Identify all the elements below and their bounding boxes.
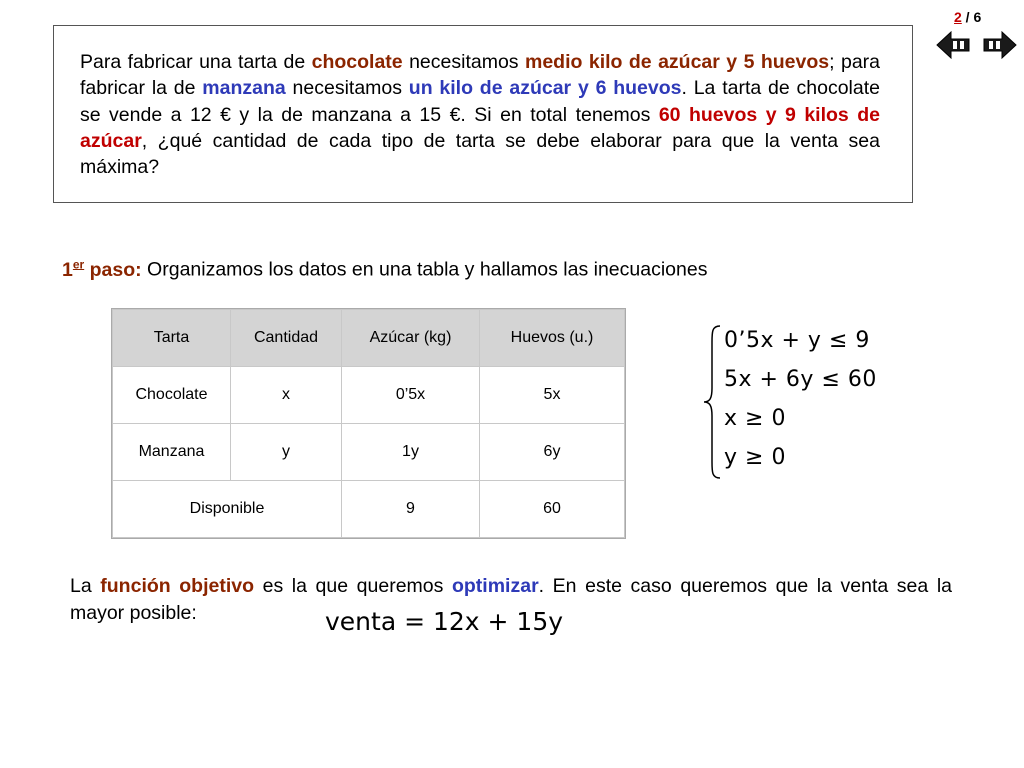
inequality-x: x ≥ 0 <box>724 406 786 431</box>
inequality-y: y ≥ 0 <box>724 445 786 470</box>
step-heading <box>62 257 707 282</box>
table-footer-row <box>113 481 625 538</box>
objective-text-3: . En este caso queremos que la venta sea la mayor posible: <box>70 575 953 624</box>
table-cell: x <box>231 367 342 424</box>
step-number <box>62 259 142 281</box>
problem-text-4: necesitamos <box>285 77 409 100</box>
problem-text-1: Para fabricar una tarta de <box>80 51 312 73</box>
footer-sugar: 9 <box>342 481 480 538</box>
header-azucar: Azúcar (kg) <box>342 310 480 367</box>
step-num: 1 <box>62 258 73 281</box>
table-cell: 6y <box>480 424 625 481</box>
step-ordinal: er <box>72 257 85 271</box>
table-cell: y <box>231 424 342 481</box>
chocolate-requirements: medio kilo de azúcar y 5 huevos <box>525 51 830 73</box>
inequality-eggs: 5x + 6y ≤ 60 <box>724 367 877 392</box>
page-indicator <box>954 9 981 25</box>
objective-text-2: es la que queremos <box>254 575 452 597</box>
table-cell: 0’5x <box>342 367 480 424</box>
problem-statement <box>80 49 880 180</box>
problem-text-3: ; para fabricar la de <box>80 51 881 100</box>
step-description: Organizamos los datos en una tabla y hallamos las inecuaciones <box>141 258 708 281</box>
objective-formula: venta = 12x + 15y <box>325 607 564 636</box>
problem-text-6: , ¿qué cantidad de cada tipo de tarta se debe elaborar para que la venta sea máxima? <box>80 129 880 179</box>
inequality-sugar: 0’5x + y ≤ 9 <box>724 328 870 353</box>
objective-function-term: función objetivo <box>100 575 255 597</box>
previous-slide-button[interactable] <box>935 30 971 60</box>
available-totals: 60 huevos y 9 kilos de azúcar <box>80 103 880 152</box>
header-tarta: Tarta <box>113 310 231 367</box>
page-separator: / <box>961 9 974 25</box>
table-cell: Chocolate <box>113 367 231 424</box>
left-brace-icon <box>700 322 724 482</box>
step-label: paso: <box>84 258 142 281</box>
manzana-term: manzana <box>202 77 286 100</box>
table-row <box>113 367 625 424</box>
objective-text-1: La <box>70 575 101 597</box>
arrow-left-icon <box>935 30 971 60</box>
footer-label: Disponible <box>113 481 342 538</box>
header-huevos: Huevos (u.) <box>480 310 625 367</box>
problem-text-5: . La tarta de chocolate se vende a 12 € y la de manzana a 15 €. Si en total tenemos <box>80 77 880 126</box>
problem-text-2: necesitamos <box>402 51 525 73</box>
arrow-right-icon <box>982 30 1018 60</box>
manzana-requirements: un kilo de azúcar y 6 huevos <box>408 77 682 100</box>
table-cell: 1y <box>342 424 480 481</box>
table-cell: Manzana <box>113 424 231 481</box>
current-page[interactable]: 2 <box>954 9 962 25</box>
footer-eggs: 60 <box>480 481 625 538</box>
next-slide-button[interactable] <box>982 30 1018 60</box>
header-cantidad: Cantidad <box>231 310 342 367</box>
total-pages: 6 <box>973 9 982 25</box>
optimize-term: optimizar <box>451 575 539 597</box>
table-header-row <box>113 310 625 367</box>
chocolate-term: chocolate <box>311 51 403 73</box>
table-cell: 5x <box>480 367 625 424</box>
table-row <box>113 424 625 481</box>
data-table <box>112 309 625 538</box>
inequality-system <box>700 322 880 482</box>
